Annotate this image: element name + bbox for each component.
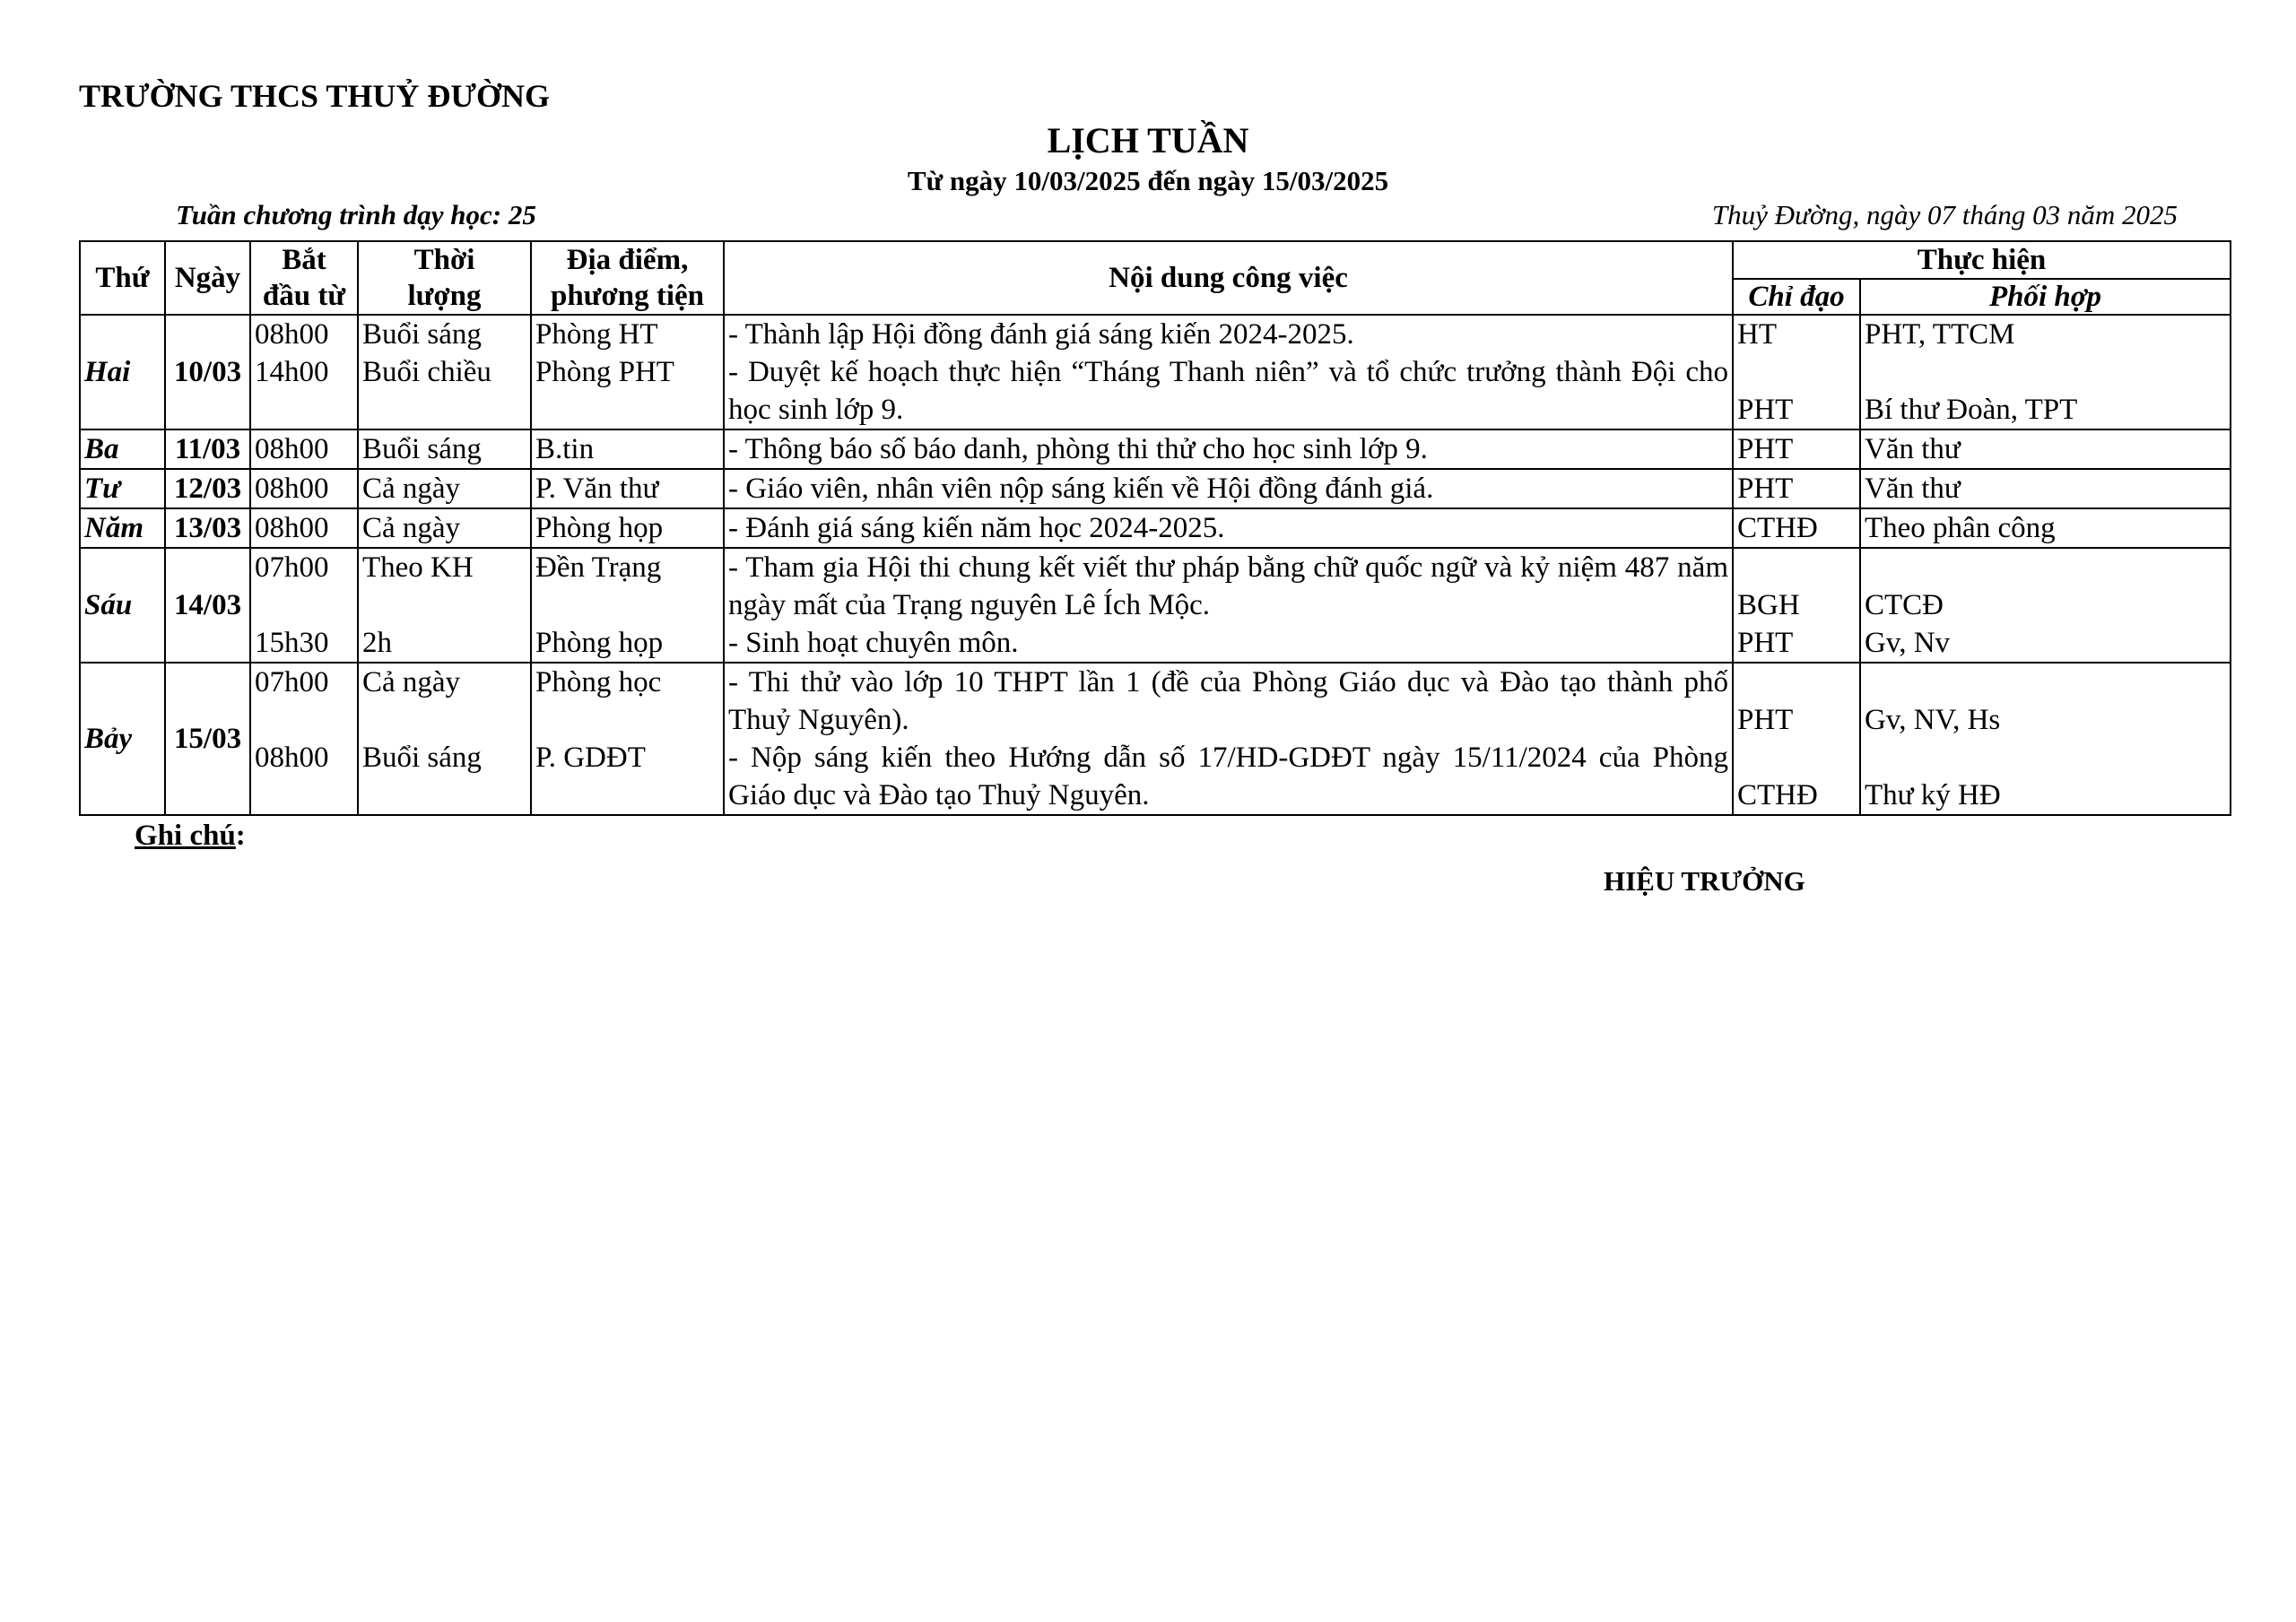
chi-dao-cell (1733, 508, 1860, 548)
phoi-hop: Theo phân công (1865, 512, 2056, 544)
header-ngay: Ngày (165, 241, 250, 315)
duration: Buổi sáng (362, 742, 482, 774)
duration (362, 701, 526, 739)
header-bat-dau-line2: đầu từ (262, 280, 346, 312)
content-item: - Thi thử vào lớp 10 THPT lần 1 (đề của Phòng Giáo dục và Đào tạo thành phố Thuỷ Nguyên). (728, 666, 1728, 736)
duration: Cả ngày (362, 512, 461, 544)
header-bat-dau (250, 241, 358, 315)
content-cell (724, 469, 1733, 508)
place: Phòng họp (535, 627, 664, 659)
start-time: 08h00 (255, 512, 329, 544)
duration: Cả ngày (362, 666, 461, 698)
chi-dao (1737, 664, 1856, 701)
day-cell: Tư (80, 469, 165, 508)
school-name: TRƯỜNG THCS THUỶ ĐƯỜNG (79, 78, 551, 114)
header-thoi-luong-line2: lượng (407, 280, 482, 312)
chi-dao-cell (1733, 663, 1860, 815)
day-cell: Hai (80, 315, 165, 429)
place-cell (531, 508, 724, 548)
start-time: 15h30 (255, 627, 329, 659)
header-thu: Thứ (80, 241, 165, 315)
content-item: - Sinh hoạt chuyên môn. (728, 627, 1019, 659)
header-bat-dau-line1: Bắt (282, 244, 326, 276)
place (535, 701, 719, 739)
content-item: - Tham gia Hội thi chung kết viết thư pháp bằng chữ quốc ngữ và kỷ niệm 487 năm ngày mất của Trạng nguyên Lê Ích Mộc. (728, 551, 1728, 621)
place-cell (531, 469, 724, 508)
duration: Theo KH (362, 551, 474, 584)
content-item: - Nộp sáng kiến theo Hướng dẫn số 17/HD-GDĐT ngày 15/11/2024 của Phòng Giáo dục và Đào tạo Thuỷ Nguyên. (728, 742, 1728, 811)
duration (362, 586, 526, 624)
chi-dao: CTHĐ (1737, 779, 1818, 811)
chi-dao-cell (1733, 315, 1860, 429)
day-cell: Ba (80, 429, 165, 469)
header-dia-diem (531, 241, 724, 315)
duration: 2h (362, 627, 392, 659)
date-cell: 12/03 (165, 469, 250, 508)
phoi-hop: Văn thư (1865, 473, 1961, 505)
date-cell: 14/03 (165, 548, 250, 663)
header-noi-dung: Nội dung công việc (724, 241, 1733, 315)
phoi-hop-cell (1860, 429, 2231, 469)
date-cell: 15/03 (165, 663, 250, 815)
place: Phòng học (535, 666, 662, 698)
header-dia-diem-line2: phương tiện (550, 280, 705, 312)
duration: Buổi chiều (362, 356, 491, 388)
start-time: 07h00 (255, 666, 329, 698)
phoi-hop: PHT, TTCM (1865, 318, 2015, 351)
phoi-hop-cell (1860, 548, 2231, 663)
duration: Buổi sáng (362, 433, 482, 465)
start-cell (250, 315, 358, 429)
duration-cell (358, 315, 531, 429)
duration-cell (358, 663, 531, 815)
content-cell (724, 663, 1733, 815)
document-title: LỊCH TUẦN (1047, 120, 1249, 160)
chi-dao: PHT (1737, 433, 1794, 465)
header-thoi-luong (358, 241, 531, 315)
week-label: Tuần chương trình dạy học: 25 (176, 199, 536, 230)
place: Đền Trạng (535, 551, 662, 584)
chi-dao (1737, 353, 1856, 391)
phoi-hop-cell (1860, 469, 2231, 508)
chi-dao-cell (1733, 469, 1860, 508)
duration-cell (358, 429, 531, 469)
day-cell: Năm (80, 508, 165, 548)
place-cell (531, 548, 724, 663)
place: P. GDĐT (535, 742, 646, 774)
note-colon: : (235, 820, 246, 852)
duration: Buổi sáng (362, 318, 482, 351)
chi-dao-cell (1733, 548, 1860, 663)
header-chi-dao: Chỉ đạo (1733, 279, 1860, 315)
phoi-hop-cell (1860, 315, 2231, 429)
place-cell (531, 315, 724, 429)
chi-dao: PHT (1737, 473, 1794, 505)
phoi-hop: Văn thư (1865, 433, 1961, 465)
chi-dao (1737, 739, 1856, 776)
table-row (80, 508, 2231, 548)
place: Phòng họp (535, 512, 664, 544)
phoi-hop: Gv, Nv (1865, 627, 1951, 659)
header-thoi-luong-line1: Thời (413, 244, 475, 276)
phoi-hop (1865, 549, 2226, 586)
content-cell (724, 315, 1733, 429)
phoi-hop: CTCĐ (1865, 589, 1944, 621)
start-cell (250, 663, 358, 815)
start-time: 14h00 (255, 356, 329, 388)
start-cell (250, 548, 358, 663)
start-time: 08h00 (255, 473, 329, 505)
place-cell (531, 663, 724, 815)
content-item: - Duyệt kế hoạch thực hiện “Tháng Thanh niên” và tổ chức trưởng thành Đội cho học sinh lớp 9. (728, 356, 1728, 426)
place: Phòng HT (535, 318, 658, 351)
weekly-schedule-table (79, 240, 2231, 816)
note-label-text: Ghi chú (135, 820, 236, 852)
duration: Cả ngày (362, 473, 461, 505)
start-time (255, 586, 353, 624)
start-time: 08h00 (255, 318, 329, 351)
content-item: - Giáo viên, nhân viên nộp sáng kiến về Hội đồng đánh giá. (728, 473, 1434, 505)
header-thuc-hien: Thực hiện (1733, 241, 2231, 279)
phoi-hop: Thư ký HĐ (1865, 779, 2001, 811)
chi-dao: CTHĐ (1737, 512, 1818, 544)
content-item: - Thông báo số báo danh, phòng thi thử cho học sinh lớp 9. (728, 433, 1428, 465)
place-cell (531, 429, 724, 469)
chi-dao: BGH (1737, 589, 1800, 621)
note-label (135, 820, 246, 853)
date-cell: 13/03 (165, 508, 250, 548)
phoi-hop: Gv, NV, Hs (1865, 704, 2001, 736)
chi-dao: HT (1737, 318, 1777, 351)
table-row (80, 429, 2231, 469)
phoi-hop-cell (1860, 508, 2231, 548)
start-time: 08h00 (255, 742, 329, 774)
signature-title: HIỆU TRƯỞNG (1604, 865, 1805, 897)
place: Phòng PHT (535, 356, 674, 388)
start-time (255, 701, 353, 739)
phoi-hop: Bí thư Đoàn, TPT (1865, 394, 2078, 426)
header-dia-diem-line1: Địa điểm, (566, 244, 689, 276)
phoi-hop (1865, 664, 2226, 701)
header-phoi-hop: Phối hợp (1860, 279, 2231, 315)
table-row (80, 469, 2231, 508)
place (535, 586, 719, 624)
chi-dao-cell (1733, 429, 1860, 469)
start-time: 08h00 (255, 433, 329, 465)
start-cell (250, 429, 358, 469)
place-date: Thuỷ Đường, ngày 07 tháng 03 năm 2025 (1711, 199, 2178, 230)
chi-dao: PHT (1737, 627, 1794, 659)
start-cell (250, 508, 358, 548)
chi-dao: PHT (1737, 394, 1794, 426)
table-row (80, 548, 2231, 663)
duration-cell (358, 508, 531, 548)
date-cell: 11/03 (165, 429, 250, 469)
start-time: 07h00 (255, 551, 329, 584)
phoi-hop (1865, 739, 2226, 776)
content-cell (724, 429, 1733, 469)
table-row (80, 315, 2231, 429)
content-item: - Thành lập Hội đồng đánh giá sáng kiến 2024-2025. (728, 318, 1354, 351)
content-cell (724, 548, 1733, 663)
phoi-hop (1865, 353, 2226, 391)
start-cell (250, 469, 358, 508)
chi-dao (1737, 549, 1856, 586)
place: B.tin (535, 433, 595, 465)
place: P. Văn thư (535, 473, 659, 505)
table-row (80, 663, 2231, 815)
duration-cell (358, 548, 531, 663)
date-range: Từ ngày 10/03/2025 đến ngày 15/03/2025 (907, 165, 1389, 196)
day-cell: Bảy (80, 663, 165, 815)
phoi-hop-cell (1860, 663, 2231, 815)
chi-dao: PHT (1737, 704, 1794, 736)
header-row (80, 241, 2231, 279)
content-item: - Đánh giá sáng kiến năm học 2024-2025. (728, 512, 1225, 544)
day-cell: Sáu (80, 548, 165, 663)
content-cell (724, 508, 1733, 548)
date-cell: 10/03 (165, 315, 250, 429)
duration-cell (358, 469, 531, 508)
